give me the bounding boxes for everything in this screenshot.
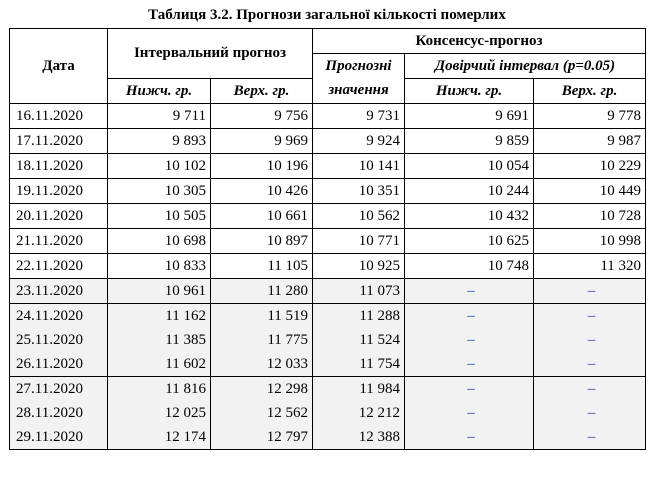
ci-lower-cell: – (405, 328, 534, 352)
ci-lower-cell: 9 859 (405, 129, 534, 154)
ci-upper-cell: 9 987 (534, 129, 646, 154)
date-cell: 29.11.2020 (10, 425, 108, 450)
ci-upper-cell: 11 320 (534, 254, 646, 279)
interval-upper-cell: 11 280 (211, 279, 313, 304)
ci-lower-cell: 10 625 (405, 229, 534, 254)
interval-upper-cell: 10 196 (211, 154, 313, 179)
header-interval-upper: Верх. гр. (211, 79, 313, 104)
ci-upper-cell: 10 229 (534, 154, 646, 179)
date-cell: 18.11.2020 (10, 154, 108, 179)
interval-upper-cell: 12 298 (211, 377, 313, 402)
ci-upper-cell: – (534, 377, 646, 402)
header-forecast-values-top: Прогнозні (313, 54, 405, 79)
ci-upper-cell: 9 778 (534, 104, 646, 129)
interval-lower-cell: 10 505 (108, 204, 211, 229)
table-row (10, 279, 646, 304)
forecast-cell: 11 288 (313, 304, 405, 329)
interval-upper-cell: 10 897 (211, 229, 313, 254)
table-row (10, 401, 646, 425)
forecast-cell: 10 562 (313, 204, 405, 229)
header-interval-forecast: Інтервальний прогноз (108, 29, 313, 79)
interval-upper-cell: 11 775 (211, 328, 313, 352)
ci-upper-cell: – (534, 279, 646, 304)
ci-upper-cell: – (534, 352, 646, 377)
interval-upper-cell: 11 105 (211, 254, 313, 279)
table-row (10, 204, 646, 229)
interval-lower-cell: 10 833 (108, 254, 211, 279)
interval-upper-cell: 11 519 (211, 304, 313, 329)
forecast-cell: 10 925 (313, 254, 405, 279)
interval-lower-cell: 9 893 (108, 129, 211, 154)
ci-lower-cell: 10 432 (405, 204, 534, 229)
forecast-cell: 9 731 (313, 104, 405, 129)
forecast-cell: 10 771 (313, 229, 405, 254)
table-row (10, 254, 646, 279)
forecast-cell: 12 212 (313, 401, 405, 425)
interval-lower-cell: 11 602 (108, 352, 211, 377)
table-row (10, 129, 646, 154)
header-consensus-forecast: Консенсус-прогноз (313, 29, 646, 54)
date-cell: 28.11.2020 (10, 401, 108, 425)
ci-upper-cell: – (534, 425, 646, 450)
date-cell: 22.11.2020 (10, 254, 108, 279)
ci-lower-cell: – (405, 279, 534, 304)
table-row (10, 377, 646, 402)
ci-upper-cell: – (534, 304, 646, 329)
interval-lower-cell: 11 816 (108, 377, 211, 402)
date-cell: 20.11.2020 (10, 204, 108, 229)
date-cell: 17.11.2020 (10, 129, 108, 154)
table-row (10, 425, 646, 450)
interval-upper-cell: 12 562 (211, 401, 313, 425)
interval-lower-cell: 12 025 (108, 401, 211, 425)
table-row (10, 304, 646, 329)
interval-lower-cell: 10 305 (108, 179, 211, 204)
date-cell: 26.11.2020 (10, 352, 108, 377)
interval-lower-cell: 10 698 (108, 229, 211, 254)
interval-lower-cell: 11 385 (108, 328, 211, 352)
header-date: Дата (10, 29, 108, 104)
ci-upper-cell: 10 728 (534, 204, 646, 229)
table-row (10, 104, 646, 129)
ci-upper-cell: 10 998 (534, 229, 646, 254)
ci-lower-cell: – (405, 401, 534, 425)
header-forecast-values-bottom: значення (313, 79, 405, 104)
ci-lower-cell: 10 748 (405, 254, 534, 279)
date-cell: 16.11.2020 (10, 104, 108, 129)
ci-upper-cell: – (534, 401, 646, 425)
interval-lower-cell: 12 174 (108, 425, 211, 450)
interval-upper-cell: 12 797 (211, 425, 313, 450)
date-cell: 21.11.2020 (10, 229, 108, 254)
date-cell: 27.11.2020 (10, 377, 108, 402)
ci-lower-cell: – (405, 377, 534, 402)
interval-lower-cell: 10 961 (108, 279, 211, 304)
interval-lower-cell: 11 162 (108, 304, 211, 329)
interval-upper-cell: 12 033 (211, 352, 313, 377)
interval-lower-cell: 9 711 (108, 104, 211, 129)
table-row (10, 154, 646, 179)
date-cell: 19.11.2020 (10, 179, 108, 204)
interval-upper-cell: 10 661 (211, 204, 313, 229)
ci-lower-cell: 9 691 (405, 104, 534, 129)
ci-lower-cell: – (405, 352, 534, 377)
ci-upper-cell: – (534, 328, 646, 352)
ci-upper-cell: 10 449 (534, 179, 646, 204)
forecast-cell: 11 984 (313, 377, 405, 402)
table-row (10, 179, 646, 204)
forecast-cell: 11 073 (313, 279, 405, 304)
date-cell: 25.11.2020 (10, 328, 108, 352)
ci-lower-cell: 10 054 (405, 154, 534, 179)
interval-upper-cell: 9 969 (211, 129, 313, 154)
forecast-cell: 11 754 (313, 352, 405, 377)
table-row (10, 328, 646, 352)
forecast-cell: 9 924 (313, 129, 405, 154)
interval-lower-cell: 10 102 (108, 154, 211, 179)
forecast-cell: 10 141 (313, 154, 405, 179)
table-row (10, 229, 646, 254)
date-cell: 24.11.2020 (10, 304, 108, 329)
date-cell: 23.11.2020 (10, 279, 108, 304)
interval-upper-cell: 10 426 (211, 179, 313, 204)
header-interval-lower: Нижч. гр. (108, 79, 211, 104)
header-confidence-interval: Довірчий інтервал (p=0.05) (405, 54, 646, 79)
table-row (10, 352, 646, 377)
forecast-cell: 12 388 (313, 425, 405, 450)
interval-upper-cell: 9 756 (211, 104, 313, 129)
header-ci-upper: Верх. гр. (534, 79, 646, 104)
forecast-table (9, 28, 646, 450)
header-ci-lower: Нижч. гр. (405, 79, 534, 104)
ci-lower-cell: – (405, 304, 534, 329)
ci-lower-cell: 10 244 (405, 179, 534, 204)
forecast-cell: 10 351 (313, 179, 405, 204)
ci-lower-cell: – (405, 425, 534, 450)
forecast-cell: 11 524 (313, 328, 405, 352)
table-caption: Таблиця 3.2. Прогнози загальної кількості померлих (148, 7, 506, 23)
